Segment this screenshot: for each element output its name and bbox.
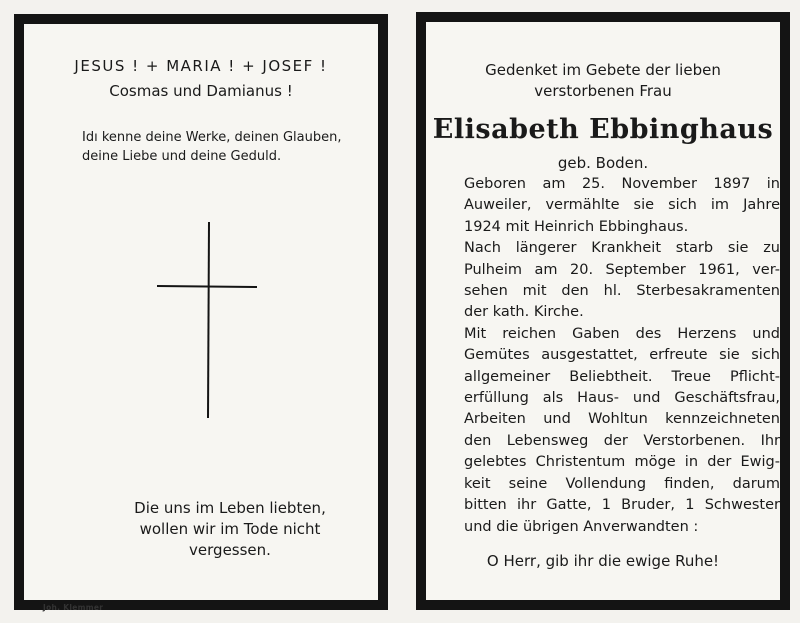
biography-line: sehen mit den hl. Sterbesakramenten (464, 283, 780, 300)
heading-line: verstorbenen Frau (534, 82, 672, 100)
right-card (416, 12, 790, 610)
closing-prayer: O Herr, gib ihr die ewige Ruhe! (486, 552, 720, 570)
biography-line: 1924 mit Heinrich Ebbinghaus. (464, 218, 689, 235)
biography-line: erfüllung als Haus- und Geschäftsfrau, (464, 390, 780, 407)
biography-line: keit seine Vollendung finden, darum (464, 475, 780, 492)
biography-line: Gemütes ausgestattet, erfreute sie sich (464, 347, 780, 364)
maiden-name: geb. Boden. (557, 154, 649, 172)
biography-line: Arbeiten und Wohltun kennzeichneten (464, 411, 780, 428)
footer-line: Die uns im Leben liebten, (134, 499, 326, 517)
biography-line: und die übrigen Anverwandten : (464, 518, 699, 535)
footer-line: vergessen. (189, 541, 271, 559)
biography-line: den Lebensweg der Verstorbenen. Ihr (464, 432, 780, 449)
cross-icon (157, 222, 257, 418)
heading-line: Gedenket im Gebete der lieben (485, 61, 721, 79)
right-heading (426, 60, 780, 102)
biography-line: bitten ihr Gatte, 1 Bruder, 1 Schwester (464, 497, 780, 514)
footer-line: wollen wir im Tode nicht (139, 520, 321, 538)
cross-horizontal-beam (157, 286, 257, 287)
biography-line: allgemeiner Beliebtheit. Treue Pflicht- (464, 368, 780, 385)
biography-line: Mit reichen Gaben des Herzens und (464, 325, 780, 342)
verse-line: Idı kenne deine Werke, deinen Glauben, (82, 130, 342, 145)
biography-line: gelebtes Christentum möge in der Ewig- (464, 454, 780, 471)
bible-verse (82, 128, 382, 166)
biography-line: Pulheim am 20. September 1961, ver- (464, 261, 780, 278)
left-card (14, 14, 388, 610)
biography-line: Geboren am 25. November 1897 in (464, 176, 780, 192)
left-heading: JESUS ! + MARIA ! + JOSEF ! (74, 57, 328, 75)
cross-vertical-beam (208, 222, 209, 418)
biography-line: Nach längerer Krankheit starb sie zu (464, 240, 780, 257)
biography (464, 174, 780, 538)
biography-line: der kath. Kirche. (464, 304, 584, 321)
biography-line: Auweiler, vermählte sie sich im Jahre (464, 197, 780, 214)
memorial-footer (100, 498, 360, 561)
left-subheading: Cosmas und Damianus ! (109, 82, 293, 100)
verse-line: deine Liebe und deine Geduld. (82, 149, 282, 164)
deceased-name: Elisabeth Ebbinghaus (432, 114, 774, 145)
printer-mark: Joh. Klemmer (43, 603, 104, 612)
